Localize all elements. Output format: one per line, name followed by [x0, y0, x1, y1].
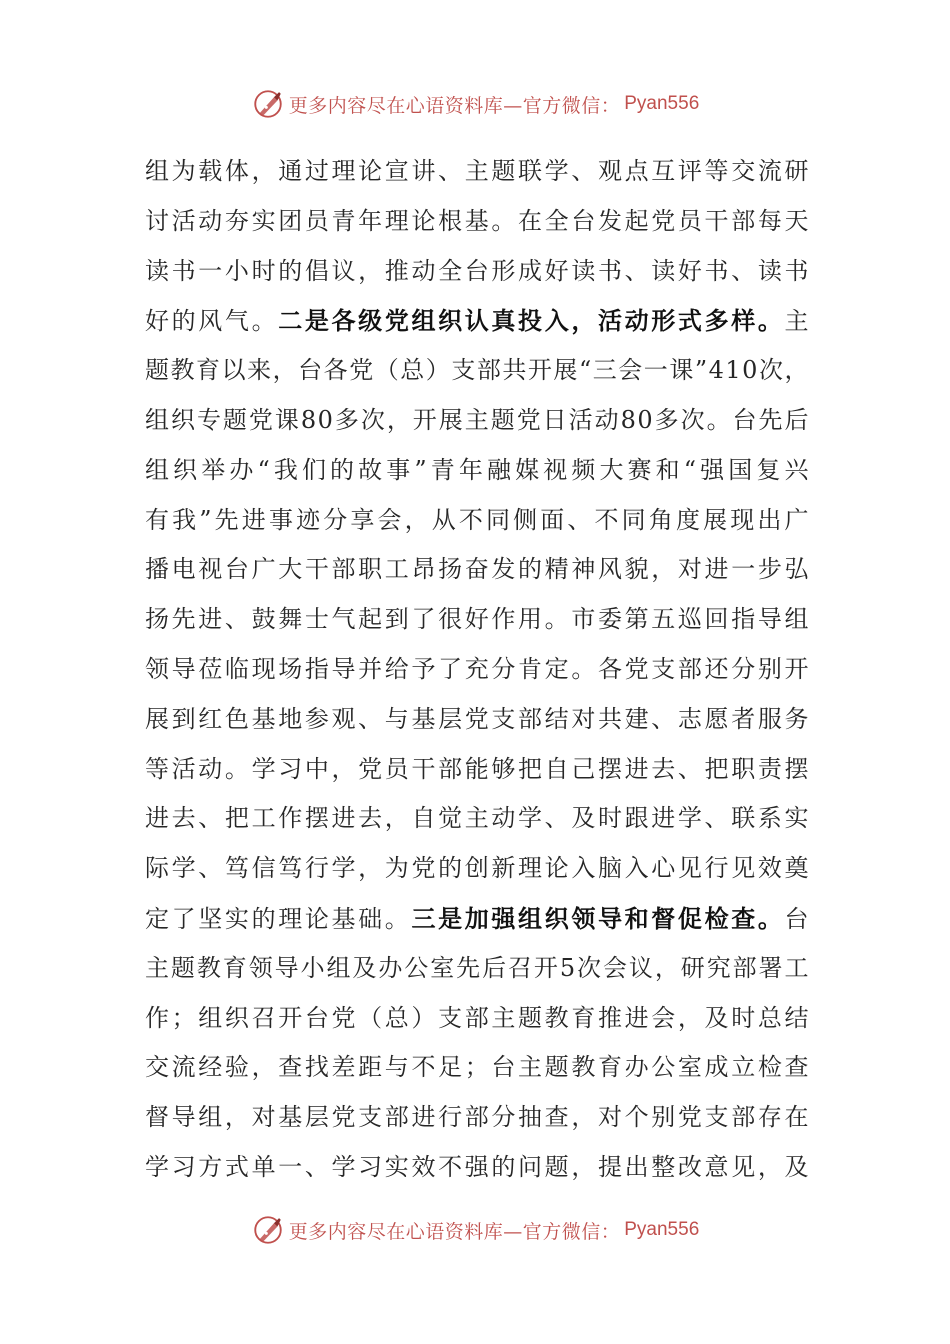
text-line — [145, 147, 810, 197]
text-line — [145, 595, 810, 645]
header-wechat-id: Pyan556 — [624, 93, 700, 114]
body-text: 组为载体，通过理论宣讲、主题联学、观点互评等交流研 — [145, 157, 810, 185]
text-line — [145, 1093, 810, 1143]
body-text: 讨活动夯实团员青年理论根基。在全台发起党员干部每天 — [145, 206, 810, 235]
body-text: 主 — [784, 307, 810, 336]
text-line — [145, 1043, 810, 1093]
footer-banner-text: 更多内容尽在心语资料库—官方微信： — [288, 1220, 621, 1243]
header-banner-text: 更多内容尽在心语资料库—官方微信： — [288, 94, 621, 117]
body-text: 组织专题党课80多次，开展主题党日活动80多次。台先后 — [145, 405, 810, 434]
body-text: 定了坚实的理论基础。 — [145, 904, 412, 933]
document-body — [145, 147, 810, 1193]
text-line — [145, 197, 810, 247]
header-banner — [0, 84, 950, 124]
body-text: 组织举办“我们的故事”青年融媒视频大赛和“强国复兴 — [145, 455, 810, 484]
body-text: 领导莅临现场指导并给予了充分肯定。各党支部还分别开 — [145, 654, 810, 683]
body-text: 进去、把工作摆进去，自觉主动学、及时跟进学、联系实 — [145, 804, 810, 833]
body-text: 播电视台广大干部职工昂扬奋发的精神风貌，对进一步弘 — [145, 555, 810, 584]
body-text: 等活动。学习中，党员干部能够把自己摆进去、把职责摆 — [145, 754, 810, 783]
bold-heading-text: 三是加强组织领导和督促检查。 — [411, 903, 785, 933]
text-line — [145, 296, 810, 346]
body-text: 好的风气。 — [145, 307, 279, 336]
body-text: 主题教育领导小组及办公室先后召开5次会议，研究部署工 — [145, 953, 810, 982]
text-line — [145, 745, 810, 795]
text-line — [145, 844, 810, 894]
footer-banner — [0, 1210, 950, 1250]
text-line — [145, 496, 810, 546]
footer-banner-content — [251, 1213, 700, 1247]
text-line — [145, 695, 810, 745]
body-text: 扬先进、鼓舞士气起到了很好作用。市委第五巡回指导组 — [145, 605, 810, 634]
pen-nib-logo-icon — [251, 87, 285, 121]
body-text: 台 — [784, 904, 810, 933]
body-text: 题教育以来，台各党（总）支部共开展“三会一课”410次， — [145, 356, 810, 385]
body-text: 展到红色基地参观、与基层党支部结对共建、志愿者服务 — [145, 704, 810, 733]
footer-wechat-id: Pyan556 — [624, 1219, 700, 1240]
body-text: 读书一小时的倡议，推动全台形成好读书、读好书、读书 — [145, 256, 810, 285]
text-line — [145, 794, 810, 844]
body-text: 际学、笃信笃行学，为党的创新理论入脑入心见行见效奠 — [145, 854, 810, 883]
bold-heading-text: 二是各级党组织认真投入，活动形式多样。 — [278, 306, 785, 336]
body-text: 作；组织召开台党（总）支部主题教育推进会，及时总结 — [145, 1003, 810, 1032]
text-line — [145, 247, 810, 297]
header-banner-content — [251, 87, 700, 121]
body-text: 学习方式单一、学习实效不强的问题，提出整改意见，及 — [145, 1152, 810, 1181]
pen-nib-logo-icon — [251, 1213, 285, 1247]
text-line — [145, 645, 810, 695]
text-line — [145, 944, 810, 994]
body-text: 督导组，对基层党支部进行部分抽查，对个别党支部存在 — [145, 1103, 810, 1132]
body-text: 交流经验，查找差距与不足；台主题教育办公室成立检查 — [145, 1053, 810, 1082]
body-text: 有我”先进事迹分享会，从不同侧面、不同角度展现出广 — [145, 505, 810, 534]
text-line — [145, 346, 810, 396]
text-line — [145, 446, 810, 496]
text-line — [145, 994, 810, 1044]
text-line — [145, 396, 810, 446]
text-line — [145, 894, 810, 944]
text-line — [145, 1143, 810, 1193]
text-line — [145, 545, 810, 595]
